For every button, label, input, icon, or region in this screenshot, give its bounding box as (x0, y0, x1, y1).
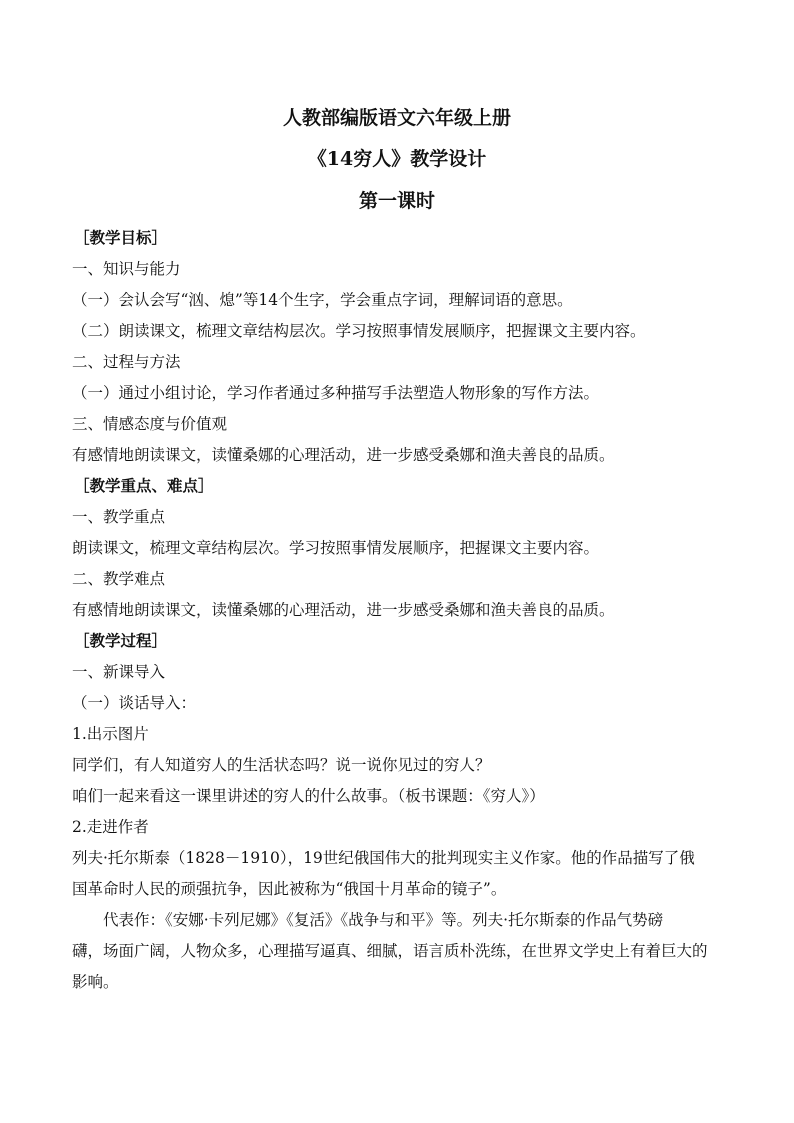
section-heading-key-points: ［教学重点、难点］ (74, 476, 214, 495)
paragraph-line: 朗读课文，梳理文章结构层次。学习按照事情发展顺序，把握课文主要内容。 (72, 539, 600, 557)
paragraph-line: 国革命时人民的顽强抗争，因此被称为“俄国十月革命的镜子”。 (72, 880, 507, 898)
subheading-process-method: 二、过程与方法 (72, 353, 181, 371)
section-heading-objectives: ［教学目标］ (74, 228, 168, 247)
subheading-new-lesson: 一、新课导入 (72, 663, 166, 681)
section-heading-process: ［教学过程］ (74, 631, 168, 650)
paragraph-line: 影响。 (72, 973, 119, 991)
objective-item: （一）通过小组讨论，学习作者通过多种描写手法塑造人物形象的写作方法。 (72, 384, 600, 402)
step-author: 2.走进作者 (72, 818, 149, 836)
paragraph-line: 咱们一起来看这一课里讲述的穷人的什么故事。（板书课题：《穷人》） (72, 787, 545, 805)
lesson-period-title: 第一课时 (358, 190, 435, 212)
step-show-pictures: 1.出示图片 (72, 725, 149, 743)
subheading-knowledge-ability: 一、知识与能力 (72, 260, 181, 278)
subheading-emotion-values: 三、情感态度与价值观 (72, 415, 228, 433)
objective-item: （二）朗读课文，梳理文章结构层次。学习按照事情发展顺序，把握课文主要内容。 (72, 322, 646, 340)
paragraph-line: 列夫·托尔斯泰（1828－1910），19世纪俄国伟大的批判现实主义作家。他的作品描写了俄 (72, 849, 695, 867)
subheading-difficult-point: 二、教学难点 (72, 570, 166, 588)
paragraph-line: 代表作：《安娜·卡列尼娜》《复活》《战争与和平》等。列夫·托尔斯泰的作品气势磅 (103, 911, 664, 929)
subheading-talk-intro: （一）谈话导入： (72, 694, 197, 712)
objective-item: （一）会认会写“汹、熄”等14个生字，学会重点字词，理解词语的意思。 (72, 291, 573, 309)
paragraph-line: 有感情地朗读课文，读懂桑娜的心理活动，进一步感受桑娜和渔夫善良的品质。 (72, 601, 615, 619)
subheading-key-point: 一、教学重点 (72, 508, 166, 526)
paragraph-line: 同学们，有人知道穷人的生活状态吗？说一说你见过的穷人？ (72, 756, 491, 774)
lesson-title: 《14穷人》教学设计 (307, 148, 487, 170)
paragraph-line: 有感情地朗读课文，读懂桑娜的心理活动，进一步感受桑娜和渔夫善良的品质。 (72, 446, 615, 464)
paragraph-line: 礴，场面广阔，人物众多，心理描写逼真、细腻，语言质朴洗练，在世界文学史上有着巨大的 (72, 942, 708, 960)
document-title: 人教部编版语文六年级上册 (282, 107, 511, 129)
